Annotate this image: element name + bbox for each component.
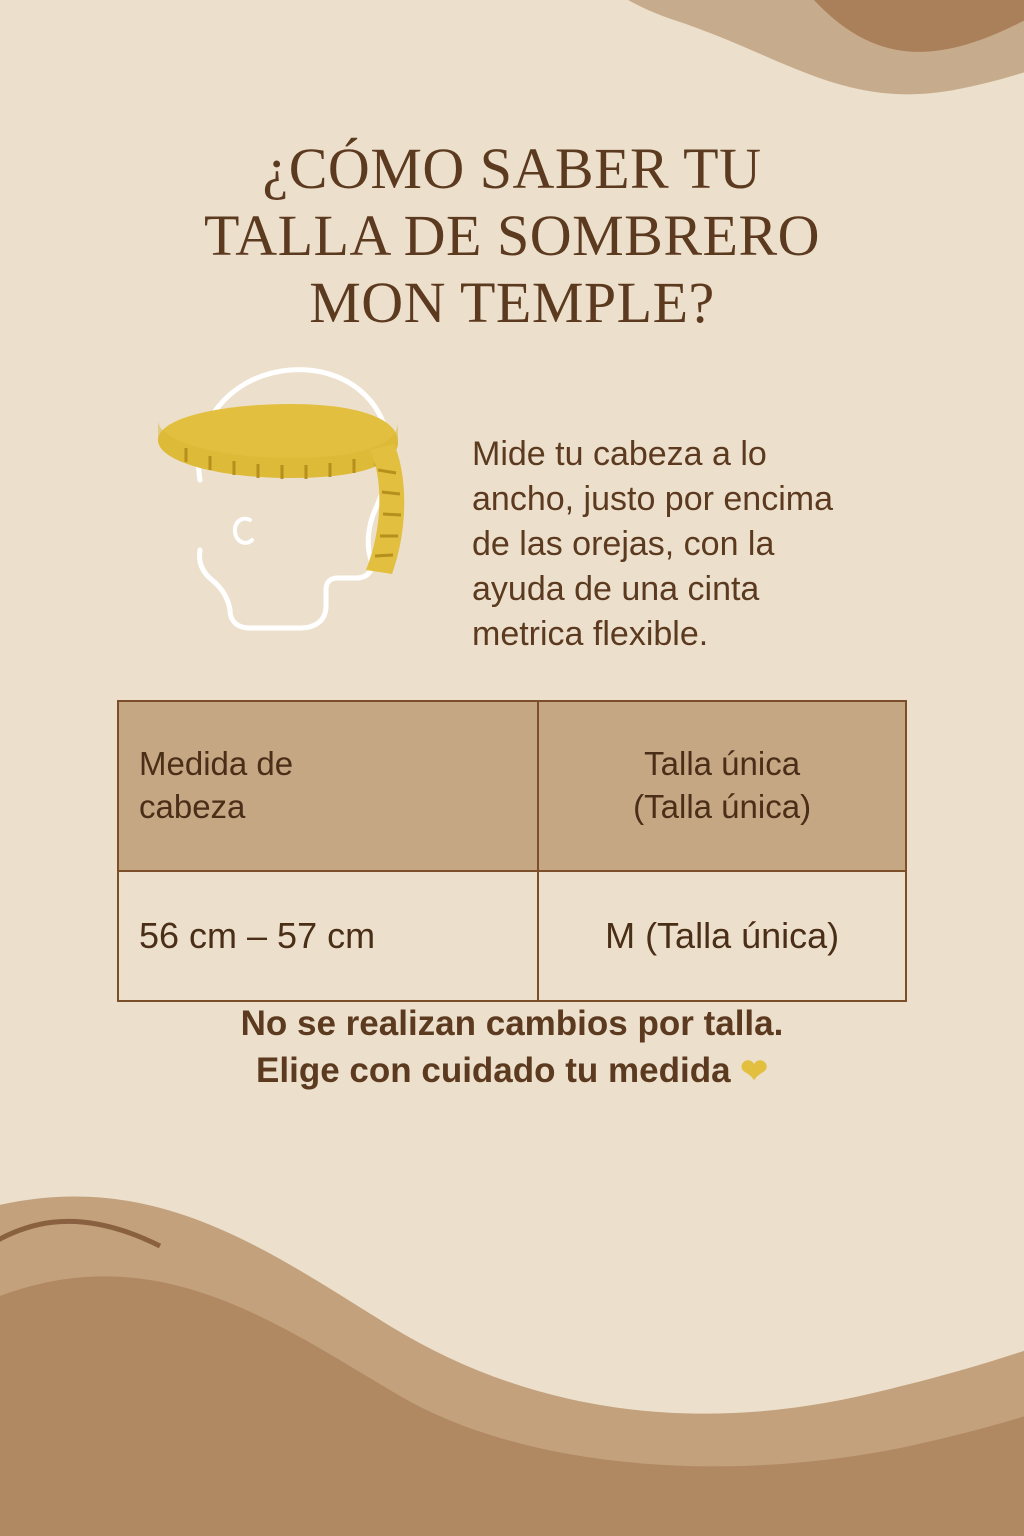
table-cell-measurement: 56 cm – 57 cm	[118, 871, 538, 1001]
page-title	[0, 135, 1024, 337]
instructions-line-2: ancho, justo por encima	[472, 479, 833, 518]
background-blob-bottom	[0, 1096, 1024, 1536]
title-line-1: ¿CÓMO SABER TU	[262, 135, 762, 201]
size-policy-note	[0, 1000, 1024, 1095]
head-with-measuring-tape-illustration	[130, 330, 450, 660]
table-header-size-line-1: Talla única	[644, 745, 801, 783]
table-header-row	[118, 701, 906, 871]
table-header-size-line-2: (Talla única)	[633, 788, 812, 825]
table-header-size	[538, 701, 906, 871]
note-line-2: Elige con cuidado tu medida	[256, 1051, 731, 1091]
note-line-2-wrapper	[0, 1047, 1024, 1094]
instructions-line-5: metrica flexible.	[472, 614, 709, 653]
table-header-measurement	[118, 701, 538, 871]
instructions-line-1: Mide tu cabeza a lo	[472, 435, 767, 473]
heart-icon: ❤	[740, 1052, 768, 1090]
table-row	[118, 871, 906, 1001]
table-header-measurement-line-1: Medida de	[139, 745, 294, 783]
size-table	[117, 700, 907, 1002]
instructions-text	[472, 432, 902, 656]
instructions-line-4: ayuda de una cinta	[472, 569, 760, 608]
table-cell-size: M (Talla única)	[538, 871, 906, 1001]
title-line-2: TALLA DE SOMBRERO	[203, 203, 821, 269]
note-line-1: No se realizan cambios por talla.	[240, 1004, 784, 1043]
table-header-measurement-line-2: cabeza	[139, 788, 246, 825]
title-line-3: MON TEMPLE?	[309, 270, 715, 336]
instructions-line-3: de las orejas, con la	[472, 524, 775, 563]
